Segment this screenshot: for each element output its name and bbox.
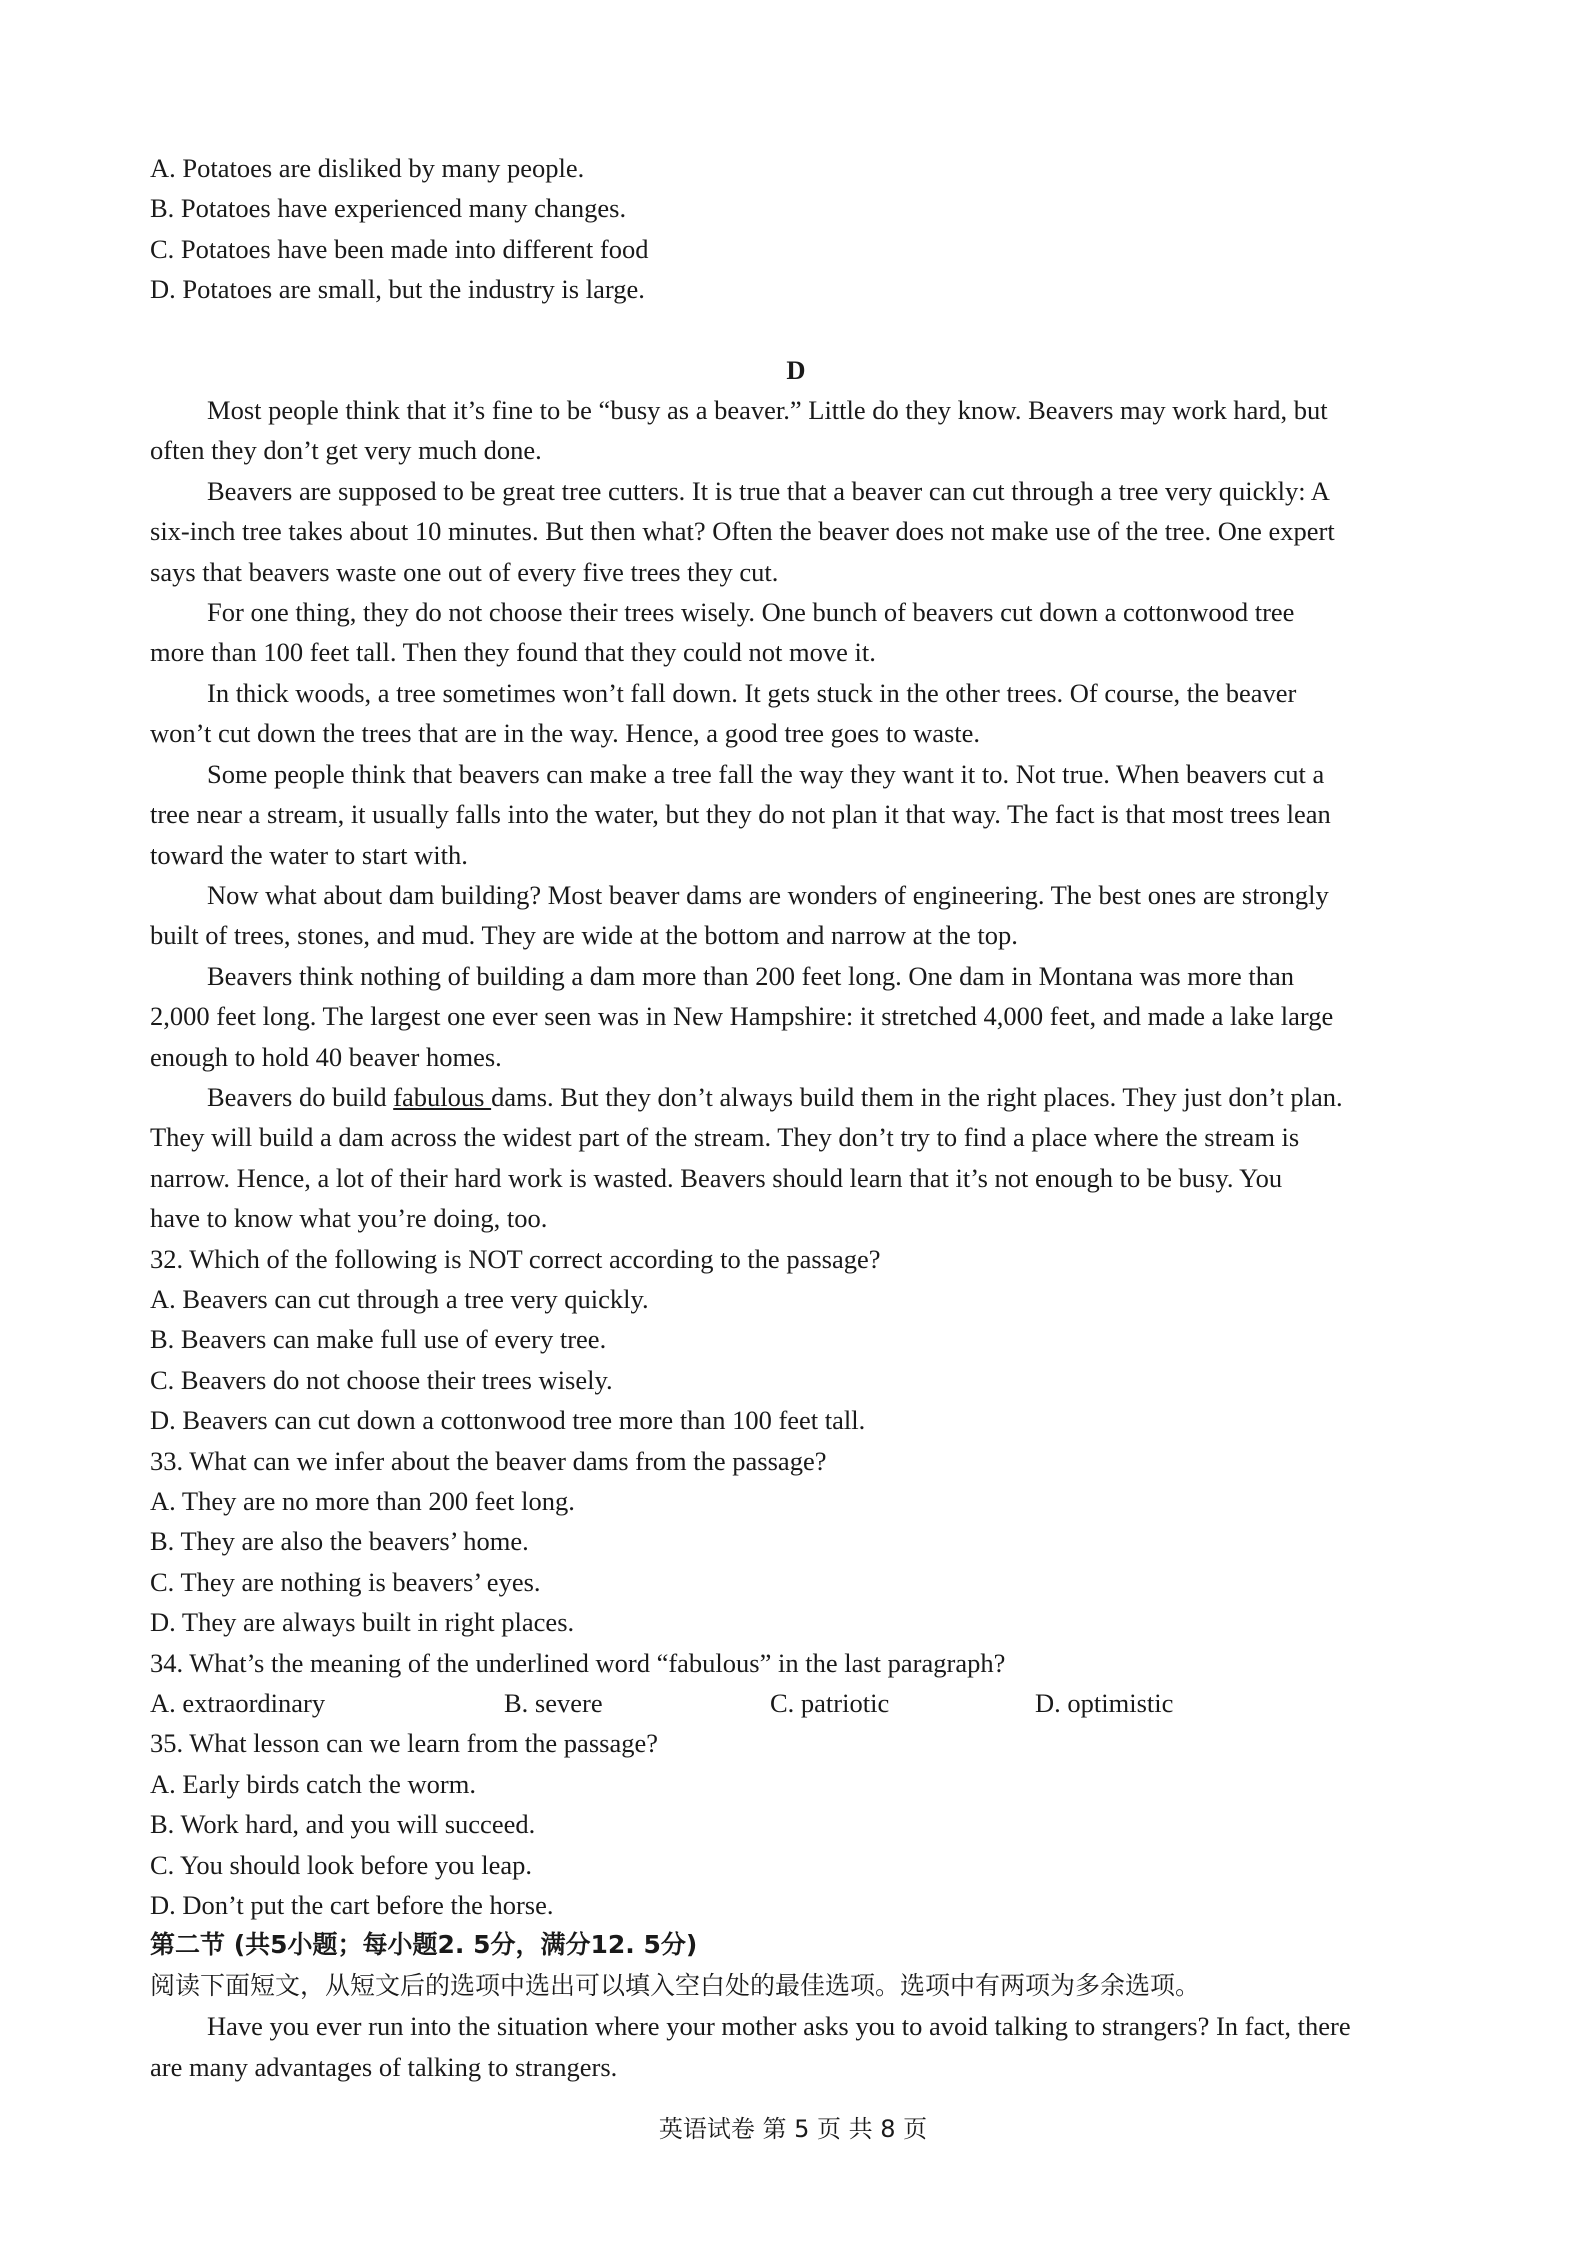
question-stem: 35. What lesson can we learn from the passage? — [150, 1728, 658, 1759]
spacer — [150, 310, 1442, 350]
passage-line: In thick woods, a tree sometimes won’t fall down. It gets stuck in the other trees. Of course, the beaver — [207, 677, 1297, 708]
option-a: A. Early birds catch the worm. — [150, 1768, 476, 1799]
option-d: D. Beavers can cut down a cottonwood tree more than 100 feet tall. — [150, 1405, 866, 1436]
option-c: C. They are nothing is beavers’ eyes. — [150, 1566, 541, 1597]
passage-line: Beavers are supposed to be great tree cutters. It is true that a beaver can cut through a tree very quickly: A — [207, 475, 1330, 506]
passage-line: enough to hold 40 beaver homes. — [150, 1041, 502, 1072]
option-c: C. patriotic — [770, 1688, 890, 1719]
passage — [150, 390, 1442, 1239]
passage-line: tree near a stream, it usually falls into the water, but they do not plan it that way. The fact is that most trees lean — [150, 799, 1331, 830]
prev-question-options — [150, 148, 1442, 310]
passage-line: Now what about dam building? Most beaver dams are wonders of engineering. The best ones are strongly — [207, 879, 1329, 910]
question-35 — [150, 1723, 1442, 1925]
options-row — [150, 1683, 1442, 1723]
passage-line: Some people think that beavers can make a tree fall the way they want it to. Not true. When beavers cut a — [207, 758, 1325, 789]
passage-line: won’t cut down the trees that are in the way. Hence, a good tree goes to waste. — [150, 718, 981, 749]
question-stem: 33. What can we infer about the beaver dams from the passage? — [150, 1445, 827, 1476]
question-33 — [150, 1441, 1442, 1643]
question-stem: 32. Which of the following is NOT correct according to the passage? — [150, 1243, 881, 1274]
option-c: C. You should look before you leap. — [150, 1849, 533, 1880]
text-segment: Beavers do build — [207, 1081, 394, 1112]
question-32 — [150, 1239, 1442, 1441]
section-letter: D — [786, 354, 806, 385]
passage-line: narrow. Hence, a lot of their hard work is wasted. Beavers should learn that it’s not enough to be busy. You — [150, 1162, 1283, 1193]
option-a: A. Beavers can cut through a tree very quickly. — [150, 1283, 649, 1314]
page-footer: 英语试卷 第 5 页 共 8 页 — [658, 2115, 928, 2143]
intro-line: are many advantages of talking to strangers. — [150, 2051, 618, 2082]
option-a: A. They are no more than 200 feet long. — [150, 1486, 575, 1516]
option-b: B. They are also the beavers’ home. — [150, 1526, 529, 1557]
section-instruction: 阅读下面短文，从短文后的选项中选出可以填入空白处的最佳选项。选项中有两项为多余选项。 — [150, 1970, 1201, 2000]
passage-line: built of trees, stones, and mud. They are wide at the bottom and narrow at the top. — [150, 920, 1018, 951]
passage-line: Beavers think nothing of building a dam more than 200 feet long. One dam in Montana was more than — [207, 960, 1294, 991]
text-segment: dams. But they don’t always build them in the right places. They just don’t plan. — [491, 1081, 1343, 1112]
option-b: B. Work hard, and you will succeed. — [150, 1809, 536, 1840]
option-b: B. Potatoes have experienced many changes. — [150, 193, 627, 224]
last-paragraph-first-line — [150, 1077, 1442, 1117]
question-34 — [150, 1643, 1442, 1724]
passage-line: says that beavers waste one out of every five trees they cut. — [150, 556, 779, 587]
underlined-word: fabulous — [393, 1081, 492, 1112]
option-a: A. extraordinary — [150, 1688, 326, 1719]
option-b: B. severe — [504, 1688, 603, 1719]
option-d: D. Don’t put the cart before the horse. — [150, 1890, 554, 1921]
option-d: D. optimistic — [1035, 1688, 1174, 1719]
page-content — [150, 148, 1442, 2087]
section-heading: 第二节 (共5小题；每小题2. 5分，满分12. 5分) — [150, 1930, 698, 1960]
passage-line: Most people think that it’s fine to be “busy as a beaver.” Little do they know. Beavers may work hard, but — [207, 395, 1328, 426]
option-b: B. Beavers can make full use of every tree. — [150, 1324, 607, 1355]
passage-line: They will build a dam across the widest part of the stream. They don’t try to find a place where the stream is — [150, 1122, 1300, 1153]
option-c: C. Potatoes have been made into different food — [150, 233, 649, 264]
section-2 — [150, 1925, 1442, 2087]
passage-line: For one thing, they do not choose their trees wisely. One bunch of beavers cut down a cottonwood tree — [207, 597, 1295, 628]
option-c: C. Beavers do not choose their trees wisely. — [150, 1364, 613, 1395]
intro-line: Have you ever run into the situation where your mother asks you to avoid talking to strangers? In fact, there — [207, 2011, 1351, 2042]
option-a: A. Potatoes are disliked by many people. — [150, 153, 585, 183]
option-d: D. Potatoes are small, but the industry is large. — [150, 274, 645, 305]
passage-line: have to know what you’re doing, too. — [150, 1203, 548, 1234]
passage-line: six-inch tree takes about 10 minutes. But then what? Often the beaver does not make use of the tree. One expert — [150, 516, 1335, 547]
passage-line: 2,000 feet long. The largest one ever seen was in New Hampshire: it stretched 4,000 feet, and made a lake large — [150, 1001, 1334, 1032]
passage-line: toward the water to start with. — [150, 839, 468, 870]
question-stem: 34. What’s the meaning of the underlined word “fabulous” in the last paragraph? — [150, 1647, 1006, 1678]
passage-line: more than 100 feet tall. Then they found that they could not move it. — [150, 637, 876, 668]
passage-line: often they don’t get very much done. — [150, 435, 542, 466]
option-d: D. They are always built in right places. — [150, 1607, 575, 1638]
